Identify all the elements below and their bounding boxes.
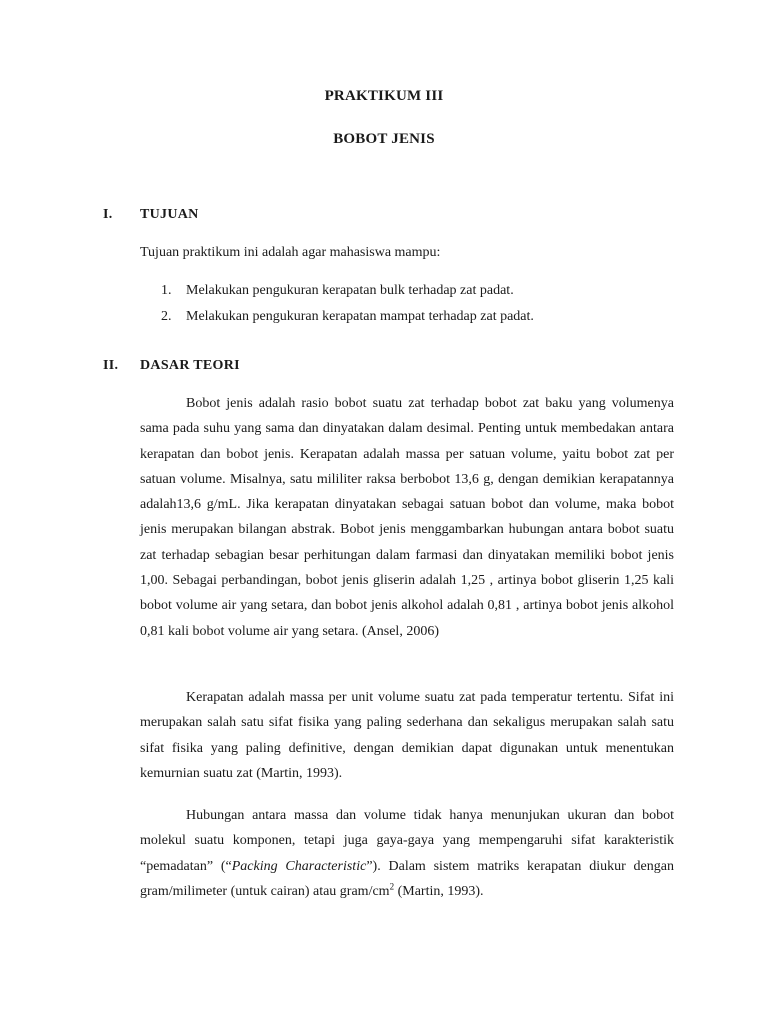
theory-paragraph-2: Kerapatan adalah massa per unit volume suatu zat pada temperatur tertentu. Sifat ini merupakan salah satu sifat fisika yang paling sederhana dan sekaligus merupakan salah satu sifat fisika yang paling definitive, dengan demikian dapat digunakan untuk menentukan kemurnian suatu zat (Martin, 1993). [140,690,674,781]
objectives-list [140,282,534,334]
paragraph-3-text-c: (Martin, 1993). [394,883,484,899]
section-2-heading: DASAR TEORI [140,358,240,373]
list-item-text: Melakukan pengukuran kerapatan mampat terhadap zat padat. [186,309,534,324]
paragraph-3-text-b: ”). Dalam sistem matriks kerapatan diukur dengan gram/milimeter (untuk cairan) atau gram/cm [140,858,674,899]
document-subtitle: BOBOT JENIS [333,131,435,147]
document-title: PRAKTIKUM III [324,88,444,104]
paragraph-3-text-a: Hubungan antara massa dan volume tidak hanya menunjukan ukuran dan bobot molekul suatu komponen, tetapi juga gaya-gaya yang mempengaruhi sifat karakteristik “pemadatan” (“ [140,808,674,874]
superscript-2: 2 [389,881,395,892]
section-2-number: II. [103,358,119,373]
theory-paragraph-1: Bobot jenis adalah rasio bobot suatu zat terhadap bobot zat baku yang volumenya sama pada suhu yang sama dan dinyatakan dalam desimal. Penting untuk membedakan antara kerapatan dan bobot jenis. Kerapatan adalah massa per satuan volume, yaitu bobot zat per satuan volume. Misalnya, satu mililiter raksa berbobot 13,6 g, dengan demikian kerapatannya adalah13,6 g/mL. Jika kerapatan dinyatakan sebagai satuan bobot dan volume, maka bobot jenis merupakan bilangan abstrak. Bobot jenis menggambarkan hubungan antara bobot suatu zat terhadap sebagian besar perhitungan dalam farmasi dan dinyatakan memiliki bobot jenis 1,00. Sebagai perbandingan, bobot jenis gliserin adalah 1,25 , artinya bobot gliserin 1,25 kali bobot volume air yang setara, dan bobot jenis alkohol adalah 0,81 , artinya bobot jenis alkohol 0,81 kali bobot volume air yang setara. (Ansel, 2006) [140,396,674,639]
list-item-number: 1. [161,283,172,298]
section-1-heading: TUJUAN [140,207,199,222]
section-1-number: I. [103,207,113,222]
packing-characteristic-term: Packing Characteristic [231,858,367,874]
list-item [140,308,534,334]
section-1-intro: Tujuan praktikum ini adalah agar mahasiswa mampu: [140,245,441,260]
theory-paragraph-3 [140,803,674,904]
list-item [140,282,534,308]
list-item-number: 2. [161,309,172,324]
list-item-text: Melakukan pengukuran kerapatan bulk terhadap zat padat. [186,283,514,298]
